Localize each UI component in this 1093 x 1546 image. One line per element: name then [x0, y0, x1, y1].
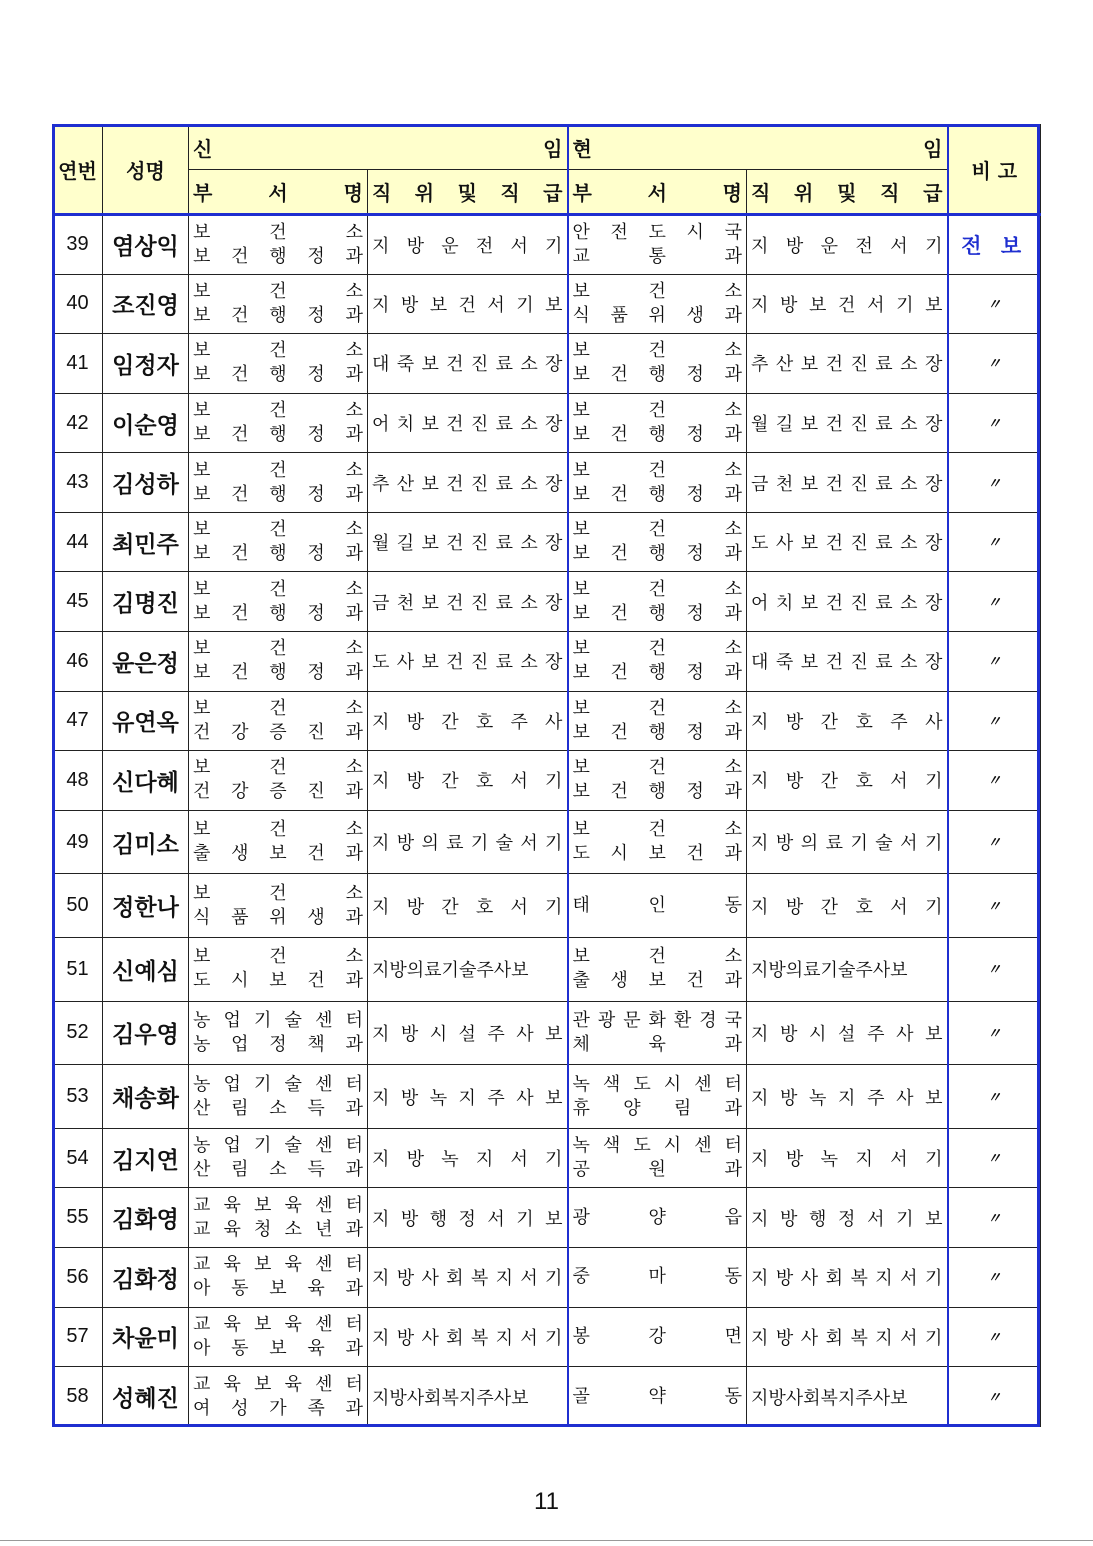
note-cell: 〃: [948, 1065, 1041, 1129]
new-department: 보 건 소 보 건 행 정 과: [189, 572, 368, 632]
new-position: 지방사회복지주사보: [368, 1367, 568, 1427]
row-number: 58: [53, 1367, 103, 1427]
row-number: 55: [53, 1188, 103, 1248]
row-number: 48: [53, 751, 103, 811]
row-number: 57: [53, 1307, 103, 1367]
current-position: 지 방 간 호 주 사: [747, 691, 948, 751]
new-department: 보 건 소 보 건 행 정 과: [189, 215, 368, 275]
current-position: 지방사회복지주사보: [747, 1367, 948, 1427]
person-name: 이순영: [103, 393, 189, 453]
current-position: 지 방 사 회 복 지 서 기: [747, 1307, 948, 1367]
note-cell: 〃: [948, 274, 1041, 334]
cur-department: 보 건 소 보 건 행 정 과: [568, 632, 747, 692]
note-cell: 〃: [948, 632, 1041, 692]
note-cell: 전 보: [948, 215, 1041, 275]
new-position: 지 방 보 건 서 기 보: [368, 274, 568, 334]
person-name: 신예심: [103, 938, 189, 1002]
new-position: 대 죽 보 건 진 료 소 장: [368, 334, 568, 394]
row-number: 51: [53, 938, 103, 1002]
person-name: 임정자: [103, 334, 189, 394]
note-cell: 〃: [948, 512, 1041, 572]
current-position: 지 방 간 호 서 기: [747, 751, 948, 811]
cur-department: 보 건 소 도 시 보 건 과: [568, 810, 747, 874]
cur-department: 보 건 소 보 건 행 정 과: [568, 393, 747, 453]
person-name: 조진영: [103, 274, 189, 334]
page-number: 11: [534, 1488, 559, 1515]
note-cell: 〃: [948, 1367, 1041, 1427]
new-position: 지방의료기술주사보: [368, 938, 568, 1002]
new-position: 지 방 사 회 복 지 서 기: [368, 1248, 568, 1308]
cur-department: 골 약 동: [568, 1367, 747, 1427]
new-position: 도 사 보 건 진 료 소 장: [368, 632, 568, 692]
cur-department: 녹 색 도 시 센 터 휴 양 림 과: [568, 1065, 747, 1129]
new-position: 지 방 사 회 복 지 서 기: [368, 1307, 568, 1367]
row-number: 44: [53, 512, 103, 572]
new-position: 지 방 간 호 서 기: [368, 751, 568, 811]
row-number: 42: [53, 393, 103, 453]
cur-department: 광 양 읍: [568, 1188, 747, 1248]
new-position: 지 방 녹 지 주 사 보: [368, 1065, 568, 1129]
new-position: 지 방 행 정 서 기 보: [368, 1188, 568, 1248]
cur-department: 보 건 소 보 건 행 정 과: [568, 691, 747, 751]
current-position: 지 방 시 설 주 사 보: [747, 1001, 948, 1065]
person-name: 채송화: [103, 1065, 189, 1129]
new-position: 지 방 시 설 주 사 보: [368, 1001, 568, 1065]
person-name: 유연옥: [103, 691, 189, 751]
note-cell: 〃: [948, 572, 1041, 632]
row-number: 53: [53, 1065, 103, 1129]
person-name: 김화정: [103, 1248, 189, 1308]
note-cell: 〃: [948, 393, 1041, 453]
new-department: 보 건 소 식 품 위 생 과: [189, 874, 368, 938]
row-number: 50: [53, 874, 103, 938]
cur-department: 보 건 소 보 건 행 정 과: [568, 453, 747, 513]
new-department: 교 육 보 육 센 터 아 동 보 육 과: [189, 1248, 368, 1308]
header-name: 성명: [103, 125, 189, 215]
row-number: 52: [53, 1001, 103, 1065]
note-cell: 〃: [948, 751, 1041, 811]
person-name: 김명진: [103, 572, 189, 632]
new-position: 지 방 간 호 서 기: [368, 874, 568, 938]
cur-department: 보 건 소 식 품 위 생 과: [568, 274, 747, 334]
cur-department: 보 건 소 보 건 행 정 과: [568, 751, 747, 811]
person-name: 차윤미: [103, 1307, 189, 1367]
table-frame: [52, 124, 1040, 1427]
new-position: 지 방 녹 지 서 기: [368, 1128, 568, 1188]
current-position: 지 방 보 건 서 기 보: [747, 274, 948, 334]
cur-department: 보 건 소 보 건 행 정 과: [568, 512, 747, 572]
person-name: 성혜진: [103, 1367, 189, 1427]
new-position: 어 치 보 건 진 료 소 장: [368, 393, 568, 453]
cur-department: 녹 색 도 시 센 터 공 원 과: [568, 1128, 747, 1188]
person-name: 김우영: [103, 1001, 189, 1065]
person-name: 염상익: [103, 215, 189, 275]
row-number: 47: [53, 691, 103, 751]
cur-department: 안 전 도 시 국 교 통 과: [568, 215, 747, 275]
new-department: 보 건 소 보 건 행 정 과: [189, 334, 368, 394]
new-position: 추 산 보 건 진 료 소 장: [368, 453, 568, 513]
person-name: 정한나: [103, 874, 189, 938]
person-name: 윤은정: [103, 632, 189, 692]
new-position: 지 방 간 호 주 사: [368, 691, 568, 751]
current-position: 지 방 의 료 기 술 서 기: [747, 810, 948, 874]
row-number: 45: [53, 572, 103, 632]
person-name: 최민주: [103, 512, 189, 572]
person-name: 김미소: [103, 810, 189, 874]
note-cell: 〃: [948, 1248, 1041, 1308]
new-position: 지 방 의 료 기 술 서 기: [368, 810, 568, 874]
header-no: 연번: [53, 125, 103, 215]
row-number: 46: [53, 632, 103, 692]
note-cell: 〃: [948, 691, 1041, 751]
new-department: 보 건 소 도 시 보 건 과: [189, 938, 368, 1002]
current-position: 지 방 운 전 서 기: [747, 215, 948, 275]
new-department: 보 건 소 보 건 행 정 과: [189, 632, 368, 692]
row-number: 41: [53, 334, 103, 394]
new-position: 금 천 보 건 진 료 소 장: [368, 572, 568, 632]
new-department: 교 육 보 육 센 터 교 육 청 소 년 과: [189, 1188, 368, 1248]
note-cell: 〃: [948, 1128, 1041, 1188]
row-number: 49: [53, 810, 103, 874]
current-position: 지 방 녹 지 서 기: [747, 1128, 948, 1188]
header-cur-pos: 직 위 및 직 급: [747, 170, 948, 215]
note-cell: 〃: [948, 874, 1041, 938]
person-name: 김성하: [103, 453, 189, 513]
new-department: 보 건 소 보 건 행 정 과: [189, 274, 368, 334]
new-department: 교 육 보 육 센 터 아 동 보 육 과: [189, 1307, 368, 1367]
new-department: 농 업 기 술 센 터 산 림 소 득 과: [189, 1065, 368, 1129]
new-department: 보 건 소 건 강 증 진 과: [189, 691, 368, 751]
new-department: 농 업 기 술 센 터 산 림 소 득 과: [189, 1128, 368, 1188]
row-number: 39: [53, 215, 103, 275]
current-position: 지 방 간 호 서 기: [747, 874, 948, 938]
header-new-post: 신 임: [189, 125, 568, 170]
current-position: 지 방 사 회 복 지 서 기: [747, 1248, 948, 1308]
person-name: 신다혜: [103, 751, 189, 811]
new-department: 보 건 소 보 건 행 정 과: [189, 453, 368, 513]
cur-department: 보 건 소 출 생 보 건 과: [568, 938, 747, 1002]
cur-department: 보 건 소 보 건 행 정 과: [568, 334, 747, 394]
note-cell: 〃: [948, 1188, 1041, 1248]
row-number: 43: [53, 453, 103, 513]
note-cell: 〃: [948, 1307, 1041, 1367]
new-department: 보 건 소 보 건 행 정 과: [189, 393, 368, 453]
new-department: 보 건 소 출 생 보 건 과: [189, 810, 368, 874]
footer-rule: [0, 1540, 1093, 1541]
current-position: 월 길 보 건 진 료 소 장: [747, 393, 948, 453]
current-position: 지 방 행 정 서 기 보: [747, 1188, 948, 1248]
cur-department: 보 건 소 보 건 행 정 과: [568, 572, 747, 632]
header-note: 비 고: [948, 125, 1041, 215]
new-department: 농 업 기 술 센 터 농 업 정 책 과: [189, 1001, 368, 1065]
new-department: 보 건 소 건 강 증 진 과: [189, 751, 368, 811]
current-position: 추 산 보 건 진 료 소 장: [747, 334, 948, 394]
person-name: 김화영: [103, 1188, 189, 1248]
note-cell: 〃: [948, 810, 1041, 874]
current-position: 지방의료기술주사보: [747, 938, 948, 1002]
current-position: 금 천 보 건 진 료 소 장: [747, 453, 948, 513]
header-current-post: 현 임: [568, 125, 948, 170]
note-cell: 〃: [948, 453, 1041, 513]
person-name: 김지연: [103, 1128, 189, 1188]
cur-department: 봉 강 면: [568, 1307, 747, 1367]
current-position: 도 사 보 건 진 료 소 장: [747, 512, 948, 572]
cur-department: 태 인 동: [568, 874, 747, 938]
header-new-dept: 부 서 명: [189, 170, 368, 215]
new-position: 월 길 보 건 진 료 소 장: [368, 512, 568, 572]
current-position: 대 죽 보 건 진 료 소 장: [747, 632, 948, 692]
header-new-pos: 직 위 및 직 급: [368, 170, 568, 215]
cur-department: 중 마 동: [568, 1248, 747, 1308]
header-cur-dept: 부 서 명: [568, 170, 747, 215]
row-number: 56: [53, 1248, 103, 1308]
note-cell: 〃: [948, 334, 1041, 394]
new-department: 보 건 소 보 건 행 정 과: [189, 512, 368, 572]
row-number: 54: [53, 1128, 103, 1188]
new-department: 교 육 보 육 센 터 여 성 가 족 과: [189, 1367, 368, 1427]
current-position: 지 방 녹 지 주 사 보: [747, 1065, 948, 1129]
cur-department: 관 광 문 화 환 경 국 체 육 과: [568, 1001, 747, 1065]
note-cell: 〃: [948, 938, 1041, 1002]
new-position: 지 방 운 전 서 기: [368, 215, 568, 275]
current-position: 어 치 보 건 진 료 소 장: [747, 572, 948, 632]
row-number: 40: [53, 274, 103, 334]
note-cell: 〃: [948, 1001, 1041, 1065]
